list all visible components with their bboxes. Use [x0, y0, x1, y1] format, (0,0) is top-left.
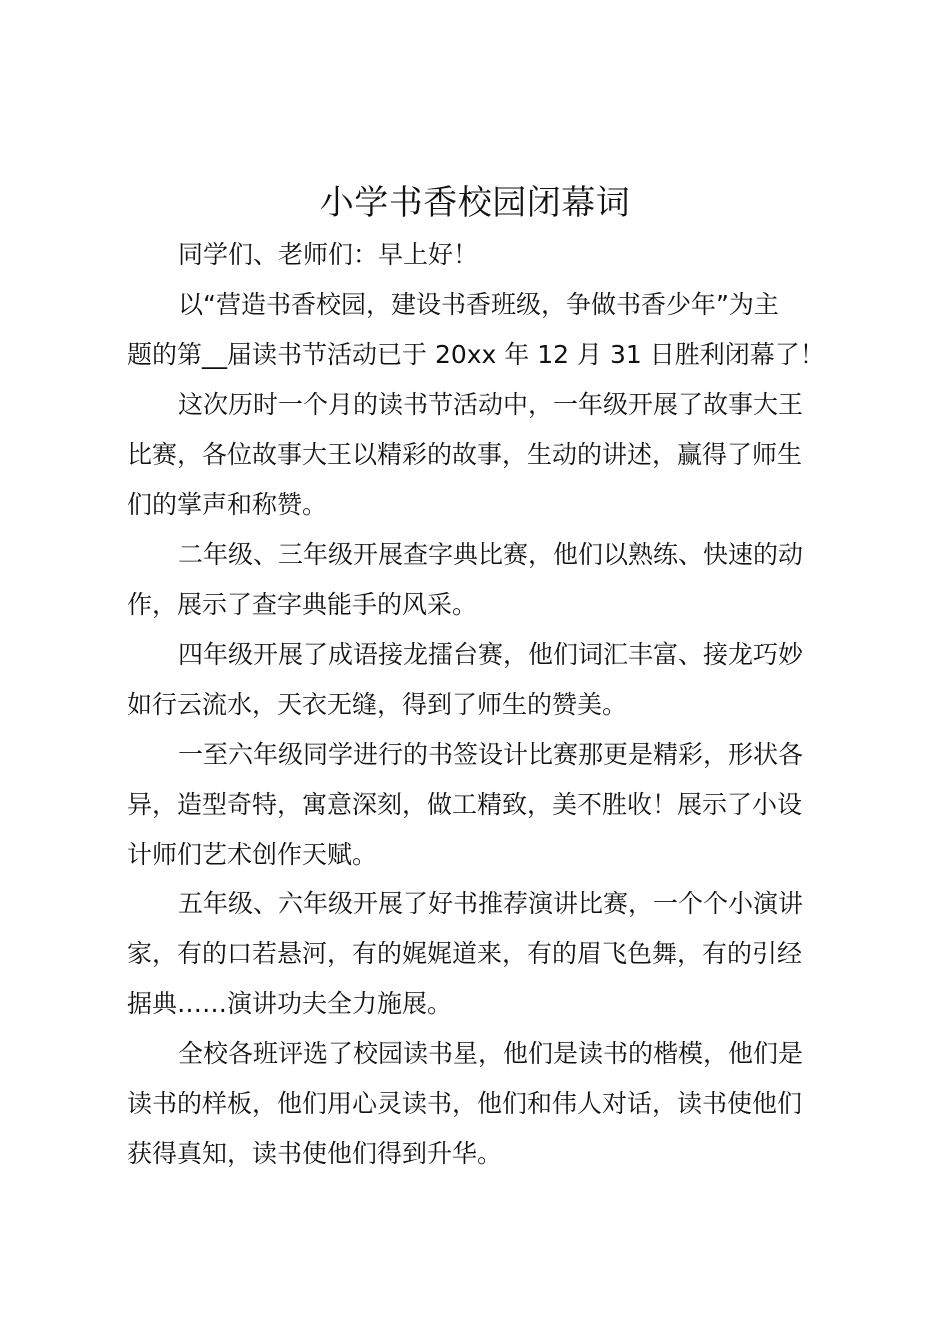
paragraph-line: 如行云流水，天衣无缝，得到了师生的赞美。 — [127, 690, 628, 719]
paragraph-line: 据典……演讲功夫全力施展。 — [127, 989, 453, 1018]
document-title: 小学书香校园闭幕词 — [319, 183, 631, 223]
paragraph-line: 读书的样板，他们用心灵读书，他们和伟人对话，读书使他们 — [127, 1089, 803, 1118]
paragraph-line: 异，造型奇特，寓意深刻，做工精致，美不胜收！展示了小设 — [127, 790, 803, 819]
paragraph-line: 获得真知，读书使他们得到升华。 — [127, 1139, 503, 1168]
paragraph-line: 全校各班评选了校园读书星，他们是读书的楷模，他们是 — [178, 1039, 804, 1068]
paragraph-line: 同学们、老师们：早上好！ — [178, 240, 479, 269]
paragraph-line: 家，有的口若悬河，有的娓娓道来，有的眉飞色舞，有的引经 — [127, 939, 803, 968]
paragraph-line: 题的第__届读书节活动已于 20xx 年 12 月 31 日胜利闭幕了！ — [127, 340, 825, 369]
paragraph-line: 一至六年级同学进行的书签设计比赛那更是精彩，形状各 — [178, 740, 804, 769]
paragraph-line: 这次历时一个月的读书节活动中，一年级开展了故事大王 — [178, 390, 804, 419]
paragraph-line: 以“营造书香校园，建设书香班级，争做书香少年”为主 — [178, 290, 779, 319]
paragraph-line: 作，展示了查字典能手的风采。 — [127, 590, 478, 619]
paragraph-line: 比赛，各位故事大王以精彩的故事，生动的讲述，赢得了师生 — [127, 440, 803, 469]
paragraph-line: 计师们艺术创作天赋。 — [127, 840, 378, 869]
paragraph-line: 们的掌声和称赞。 — [127, 490, 328, 519]
paragraph-line: 五年级、六年级开展了好书推荐演讲比赛，一个个小演讲 — [178, 889, 804, 918]
paragraph-line: 二年级、三年级开展查字典比赛，他们以熟练、快速的动 — [178, 540, 804, 569]
paragraph-line: 四年级开展了成语接龙擂台赛，他们词汇丰富、接龙巧妙 — [178, 640, 804, 669]
